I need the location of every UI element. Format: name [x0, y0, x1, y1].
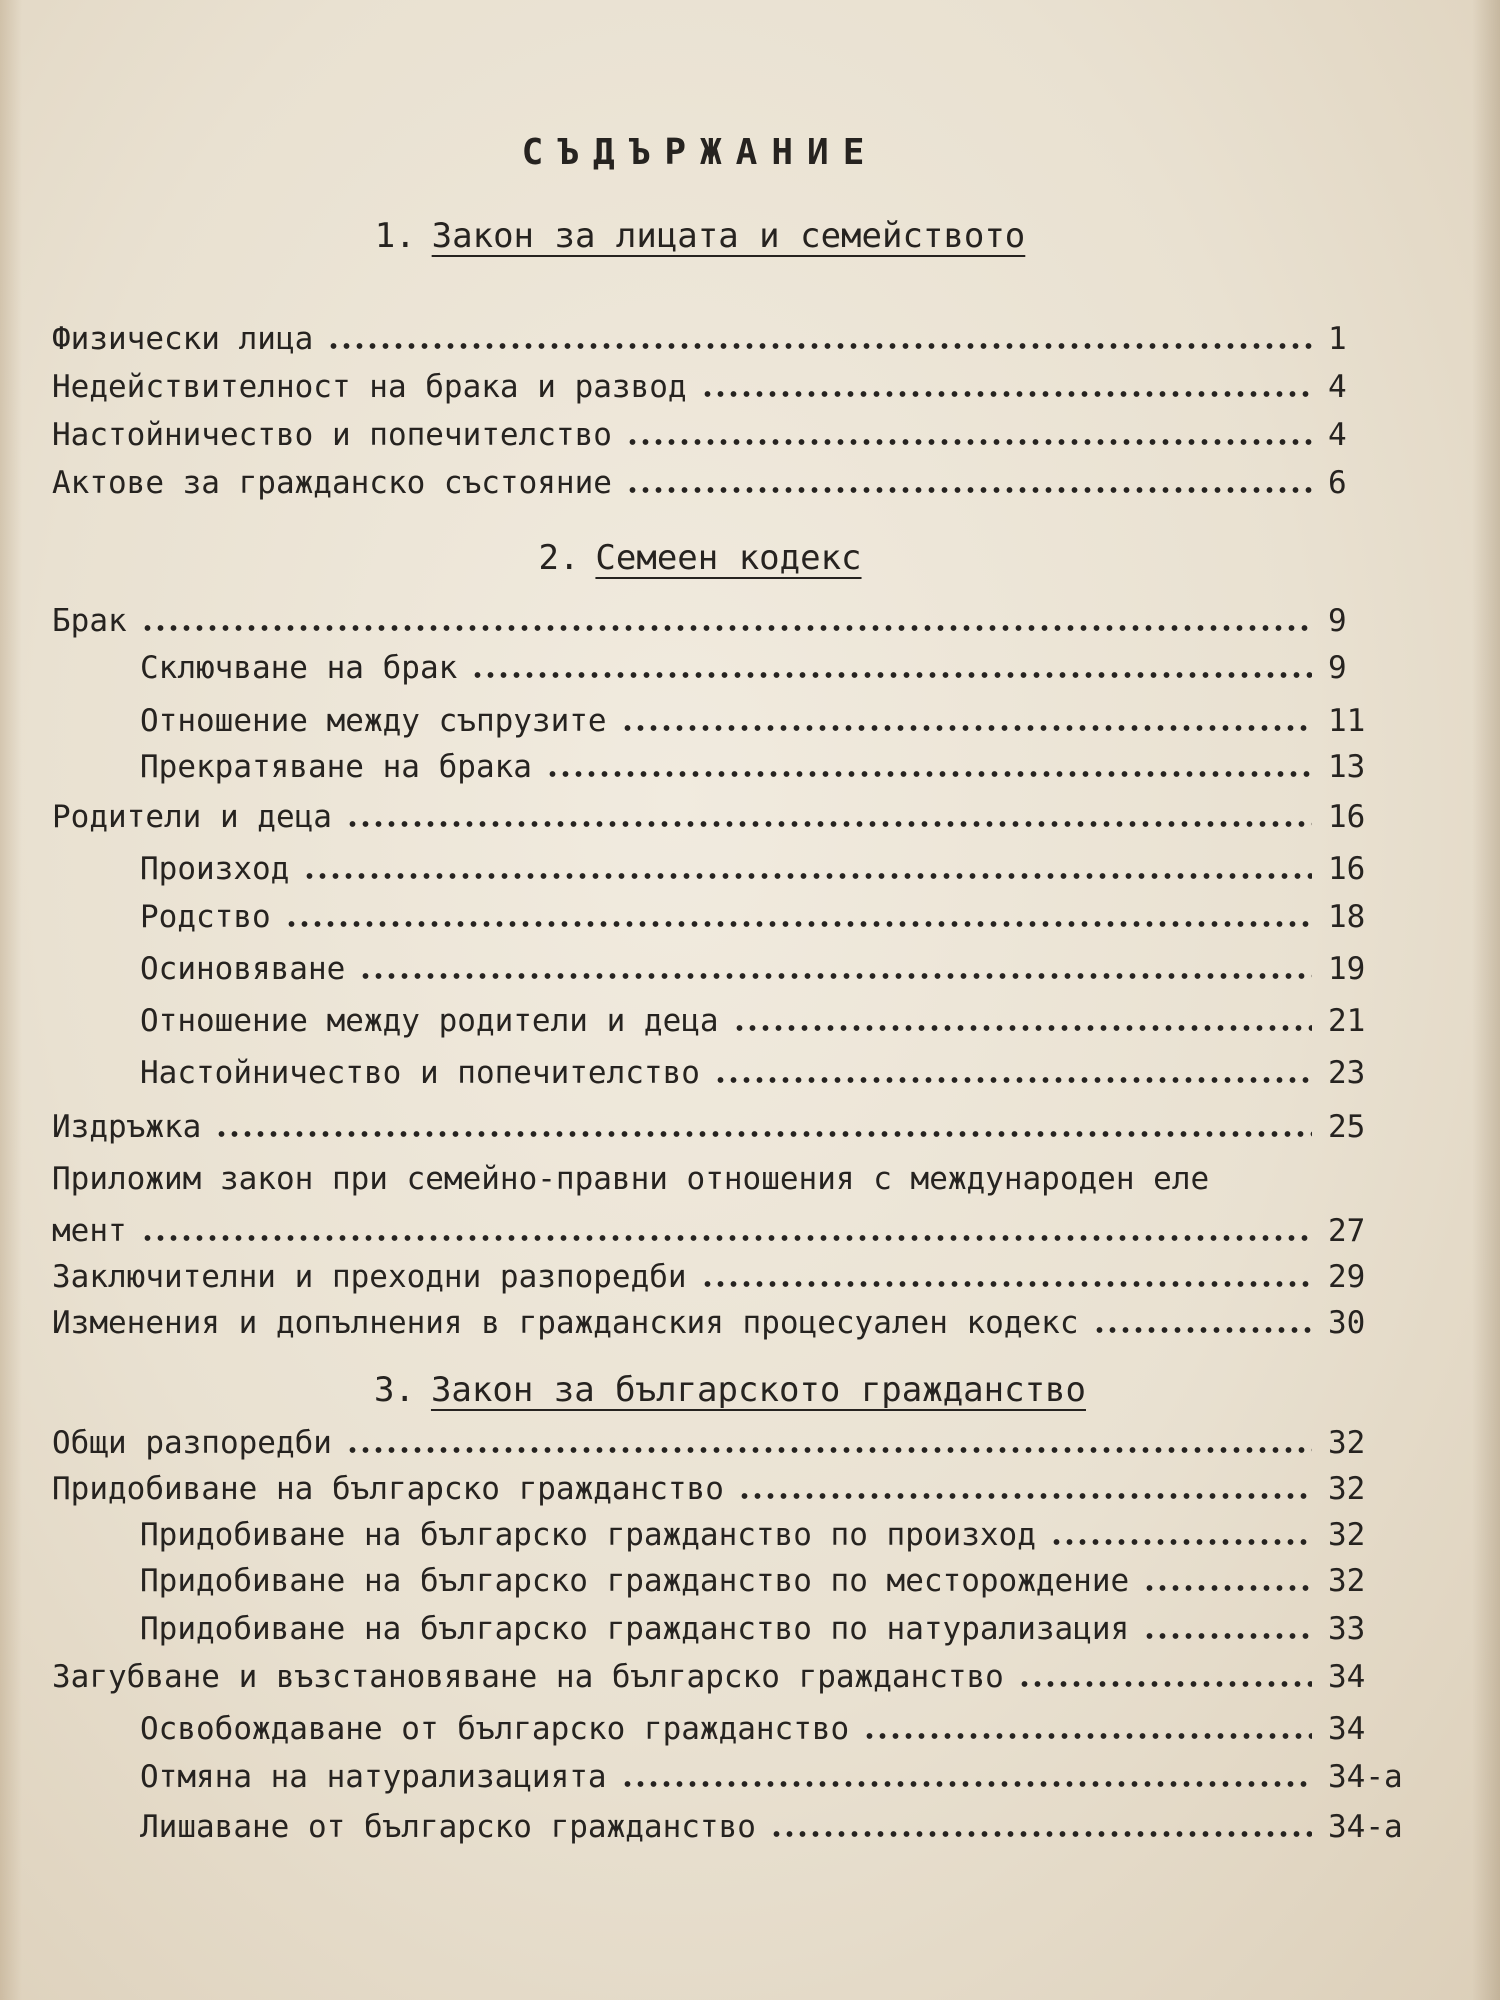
- page-title: СЪДЪРЖАНИЕ: [521, 132, 879, 173]
- toc-entry-label: Родители и деца: [52, 799, 332, 835]
- toc-entry-page: 32: [1328, 1471, 1366, 1507]
- toc-entry: [52, 1256, 1400, 1298]
- toc-entry-page: 16: [1328, 799, 1366, 835]
- toc-entry-page: 32: [1328, 1563, 1366, 1599]
- toc-entry-page: 21: [1328, 1003, 1366, 1039]
- toc-entry: [52, 414, 1400, 456]
- toc-entry-label: Брак: [52, 603, 127, 639]
- toc-entry: [140, 1708, 1400, 1750]
- toc-entry: [52, 318, 1400, 360]
- section-title: Закон за българското гражданство: [430, 1370, 1086, 1410]
- toc-entry-page: 4: [1328, 369, 1347, 405]
- toc-entry-label: Родство: [140, 899, 271, 935]
- dot-leader: [141, 624, 1312, 632]
- toc-entry-label: Физически лица: [52, 321, 314, 357]
- dot-leader: [701, 1280, 1312, 1288]
- dot-leader: [346, 820, 1312, 828]
- section-number: 2.: [538, 538, 580, 578]
- toc-entry-label: Недействителност на брака и развод: [52, 369, 687, 405]
- toc-entry-label: Сключване на брак: [140, 650, 458, 686]
- toc-entry: [52, 1106, 1400, 1148]
- toc-entry-page: 19: [1328, 951, 1366, 987]
- dot-leader: [141, 1234, 1312, 1242]
- dot-leader: [1143, 1584, 1312, 1592]
- dot-leader: [626, 438, 1312, 446]
- dot-leader: [1018, 1680, 1312, 1688]
- toc-entry: [140, 1514, 1400, 1556]
- toc-entry: [52, 1302, 1400, 1344]
- toc-entry: [52, 1422, 1400, 1464]
- toc-entry-label: Издръжка: [52, 1109, 202, 1145]
- dot-leader: [714, 1076, 1312, 1084]
- toc-entry-page: 29: [1328, 1259, 1366, 1295]
- toc-entry-label: Придобиване на българско гражданство по натурализация: [140, 1611, 1130, 1647]
- toc-entry-page: 34-а: [1328, 1809, 1403, 1845]
- toc-entry: [140, 1608, 1400, 1650]
- toc-entry-page: 6: [1328, 465, 1347, 501]
- page-shadow-right: [1472, 0, 1500, 2000]
- dot-leader: [1143, 1632, 1312, 1640]
- toc-entry-page: 25: [1328, 1109, 1366, 1145]
- dot-leader: [546, 770, 1312, 778]
- toc-entry-label: Актове за гражданско състояние: [52, 465, 612, 501]
- section-heading-1: [0, 216, 1400, 256]
- toc-entry-label: Заключителни и преходни разпоредби: [52, 1259, 687, 1295]
- toc-entry: [52, 600, 1400, 642]
- toc-entry: [140, 1000, 1400, 1042]
- toc-entry-page: 32: [1328, 1425, 1366, 1461]
- dot-leader: [471, 671, 1312, 679]
- toc-entry: [52, 1210, 1400, 1252]
- toc-entry-label-continuation: мент: [52, 1213, 127, 1249]
- toc-entry-page: 11: [1328, 703, 1366, 739]
- toc-entry-label: Изменения и допълнения в гражданския процесуален кодекс: [52, 1305, 1079, 1341]
- toc-entry: [140, 746, 1400, 788]
- toc-entry-label: Придобиване на българско гражданство по месторождение: [140, 1563, 1130, 1599]
- toc-entry: [52, 462, 1400, 504]
- toc-entry: [140, 1560, 1400, 1602]
- toc-entry: [140, 948, 1400, 990]
- section-number: 3.: [374, 1370, 415, 1410]
- toc-entry: [140, 1052, 1400, 1094]
- dot-leader: [738, 1492, 1312, 1500]
- dot-leader: [285, 920, 1312, 928]
- dot-leader: [770, 1830, 1312, 1838]
- toc-entry: [52, 366, 1400, 408]
- toc-entry-page: 33: [1328, 1611, 1366, 1647]
- section-title: Закон за лицата и семейството: [431, 216, 1026, 256]
- toc-entry-page: 4: [1328, 417, 1347, 453]
- toc-entry: [140, 1756, 1403, 1798]
- dot-leader: [327, 342, 1312, 350]
- toc-entry-page: 30: [1328, 1305, 1366, 1341]
- toc-entry-page: 9: [1328, 603, 1347, 639]
- toc-entry: [52, 796, 1400, 838]
- toc-entry-page: 27: [1328, 1213, 1366, 1249]
- toc-entry-label: Придобиване на българско гражданство: [52, 1471, 724, 1507]
- toc-entry-label: Осиновяване: [140, 951, 346, 987]
- toc-entry-label: Придобиване на българско гражданство по произход: [140, 1517, 1036, 1553]
- toc-entry-label: Настойничество и попечителство: [52, 417, 612, 453]
- toc-entry-page: 16: [1328, 851, 1366, 887]
- dot-leader: [733, 1024, 1312, 1032]
- dot-leader: [701, 390, 1312, 398]
- dot-leader: [863, 1732, 1312, 1740]
- toc-entry-page: 34: [1328, 1711, 1366, 1747]
- dot-leader: [621, 724, 1312, 732]
- toc-entry-page: 34: [1328, 1659, 1366, 1695]
- toc-entry-label: Прекратяване на брака: [140, 749, 532, 785]
- toc-entry-page: 18: [1328, 899, 1366, 935]
- toc-entry-label: Общи разпоредби: [52, 1425, 332, 1461]
- section-heading-3: [30, 1370, 1430, 1410]
- toc-entry: [140, 848, 1400, 890]
- toc-entry: [52, 1656, 1400, 1698]
- toc-entry: [140, 700, 1400, 742]
- toc-entry-label-first-line: Приложим закон при семейно-правни отношения с международен еле: [52, 1161, 1210, 1197]
- toc-entry-page: 23: [1328, 1055, 1366, 1091]
- toc-entry-label: Лишаване от българско гражданство: [140, 1809, 756, 1845]
- dot-leader: [1093, 1326, 1313, 1334]
- section-number: 1.: [374, 216, 416, 256]
- toc-entry-label: Настойничество и попечителство: [140, 1055, 700, 1091]
- dot-leader: [359, 972, 1312, 980]
- dot-leader: [621, 1780, 1312, 1788]
- page-shadow-left: [0, 0, 22, 2000]
- toc-entry: [140, 1806, 1403, 1848]
- toc-entry-label: Загубване и възстановяване на българско гражданство: [52, 1659, 1004, 1695]
- toc-entry-page: 9: [1328, 650, 1347, 686]
- toc-entry-page: 1: [1328, 321, 1347, 357]
- toc-entry-label: Отношение между съпрузите: [140, 703, 607, 739]
- toc-entry-label: Отношение между родители и деца: [140, 1003, 719, 1039]
- section-title: Семеен кодекс: [595, 538, 862, 578]
- toc-entry-label: Отмяна на натурализацията: [140, 1759, 607, 1795]
- dot-leader: [1050, 1538, 1312, 1546]
- section-heading-2: [0, 538, 1400, 578]
- toc-entry-label: Освобождаване от българско гражданство: [140, 1711, 850, 1747]
- toc-entry: [140, 896, 1400, 938]
- toc-entry: [140, 647, 1400, 689]
- toc-entry-label: Произход: [140, 851, 290, 887]
- dot-leader: [626, 486, 1312, 494]
- toc-entry: [52, 1468, 1400, 1510]
- dot-leader: [215, 1130, 1312, 1138]
- toc-entry-page: 32: [1328, 1517, 1366, 1553]
- toc-entry-page: 13: [1328, 749, 1366, 785]
- toc-entry-page: 34-а: [1328, 1759, 1403, 1795]
- dot-leader: [303, 872, 1312, 880]
- dot-leader: [346, 1446, 1312, 1454]
